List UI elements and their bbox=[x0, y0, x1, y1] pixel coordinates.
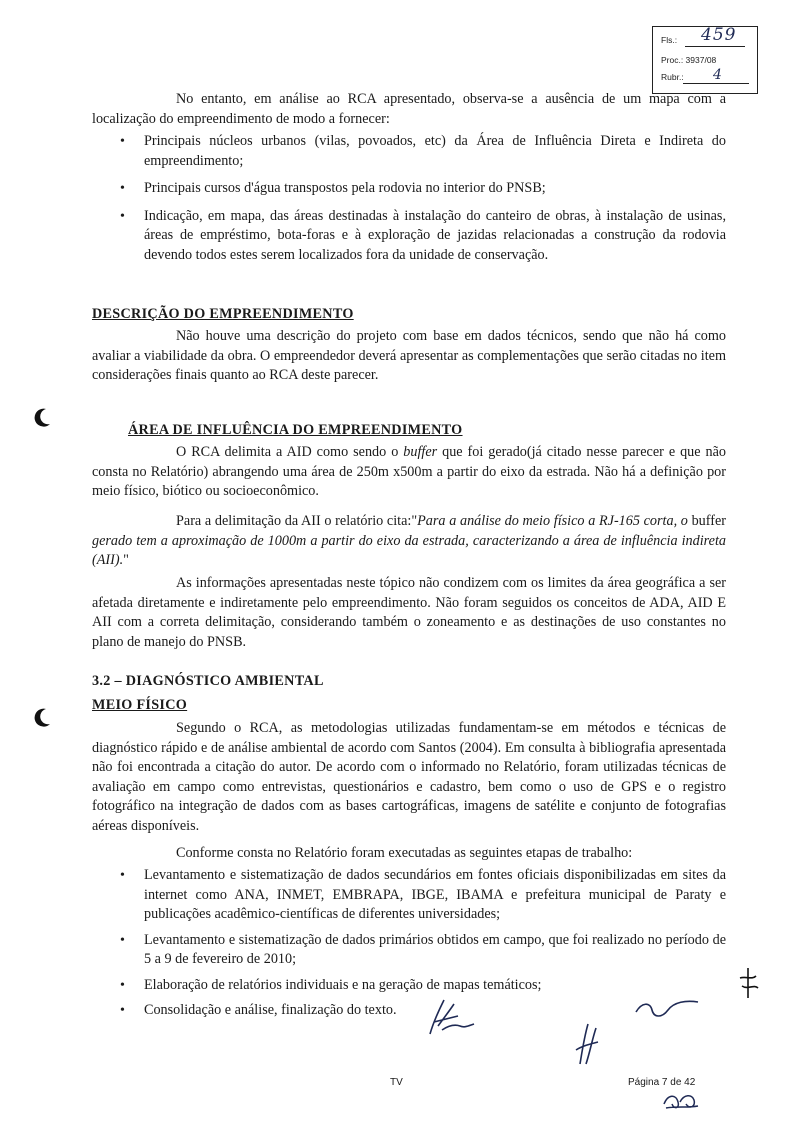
list-item: • Principais núcleos urbanos (vilas, povoados, etc) da Área de Influência Direta e Indireta do empreendimento; bbox=[118, 132, 726, 171]
stamp-fls-label: Fls.: bbox=[661, 35, 678, 45]
list-item: • Elaboração de relatórios individuais e na geração de mapas temáticos; bbox=[118, 976, 726, 996]
list-item: • Principais cursos d'água transpostos pela rodovia no interior do PNSB; bbox=[118, 179, 726, 199]
meio-fisico-paragraph-1: Segundo o RCA, as metodologias utilizadas fundamentam-se em métodos e técnicas de diagnóstico rápido e de análise ambiental de acordo com Santos (2004). Em consulta à bibliografia apresentada não foi encontrada a citação do autor. De acordo com o informado no Relatório, foram utilizadas técnicas de avaliação em campo como entrevistas, questionários e cadastro, bem como o uso de GPS e o registro fotográfico na integração de dados com as bases cartográficas, imagens de satélite e conjunto de fotografias aéreas disponíveis. bbox=[92, 720, 726, 834]
list-item: • Levantamento e sistematização de dados primários obtidos em campo, que foi realizado no período de 5 a 9 de fevereiro de 2010; bbox=[118, 931, 726, 970]
intro-bullet-list bbox=[118, 132, 726, 265]
list-item: • Consolidação e análise, finalização do texto. bbox=[118, 1001, 726, 1021]
descricao-paragraph: Não houve uma descrição do projeto com base em dados técnicos, sendo que não há como avaliar a viabilidade da obra. O empreendedor deverá apresentar as complementações que serão citadas no item considerações finais quanto ao RCA deste parecer. bbox=[92, 328, 726, 383]
protocol-stamp bbox=[652, 26, 758, 94]
stamp-rubr-value: 4 bbox=[713, 67, 722, 83]
footer-signature bbox=[660, 1090, 702, 1112]
signature-initial-2 bbox=[572, 1020, 602, 1068]
signature-scribble bbox=[632, 994, 702, 1022]
signature-initial-1 bbox=[424, 996, 480, 1040]
section-heading-diagnostico: 3.2 – DIAGNÓSTICO AMBIENTAL bbox=[92, 673, 324, 689]
section-heading-area-influencia: ÁREA DE INFLUÊNCIA DO EMPREENDIMENTO bbox=[128, 422, 463, 438]
crescent-mark-icon bbox=[32, 406, 54, 428]
list-item: • Indicação, em mapa, das áreas destinadas à instalação do canteiro de obras, à instalação de usinas, áreas de empréstimo, bota-foras e à exploração de jazidas relacionadas a construção da rodovia devendo todos estes serem localizados fora da unidade de conservação. bbox=[118, 207, 726, 266]
section-heading-descricao: DESCRIÇÃO DO EMPREENDIMENTO bbox=[92, 306, 354, 322]
meio-fisico-paragraph-2: Conforme consta no Relatório foram executadas as seguintes etapas de trabalho: bbox=[176, 845, 633, 861]
area-paragraph-3: As informações apresentadas neste tópico não condizem com os limites da área geográfica a ser afetada diretamente e indiretamente pelo empreendimento. Não foram seguidos os conceitos de ADA, AID E AII com a correta delimitação, considerando também o zoneamento e as destinações de uso constantes no plano de manejo do PNSB. bbox=[92, 575, 726, 650]
area-paragraph-1: O RCA delimita a AID como sendo o buffer que foi gerado(já citado nesse parecer e que não consta no Relatório) abrangendo uma área de 250m x500m a partir do eixo da estrada. Não há a definição por meio físico, biótico ou socioeconômico. bbox=[92, 444, 727, 499]
section-heading-meio-fisico: MEIO FÍSICO bbox=[92, 697, 188, 713]
intro-paragraph: No entanto, em análise ao RCA apresentado, observa-se a ausência de um mapa com a localização do empreendimento de modo a fornecer: bbox=[92, 91, 726, 127]
stamp-proc-label: Proc.: 3937/08 bbox=[661, 55, 717, 65]
footer-initials: TV bbox=[390, 1077, 403, 1088]
page-number: Página 7 de 42 bbox=[628, 1077, 696, 1088]
stamp-fls-value: 459 bbox=[701, 25, 737, 45]
crescent-mark-icon bbox=[32, 706, 54, 728]
area-paragraph-2: Para a delimitação da AII o relatório cita:"Para a análise do meio físico a RJ-165 corta, o buffer gerado tem a aproximação de 1000m a partir do eixo da estrada, caracterizando a área de influência indireta (AII)." bbox=[92, 513, 726, 568]
stamp-rubr-label: Rubr.: bbox=[661, 72, 684, 82]
list-item: • Levantamento e sistematização de dados secundários em fontes oficiais disponibilizadas em sites da internet como ANA, INMET, EMBRAPA, IBGE, IBAMA e prefeitura municipal de Paraty e publicações acadêmico-científicas de diferentes universidades; bbox=[118, 866, 726, 925]
signature-mark-margin bbox=[736, 966, 762, 1000]
